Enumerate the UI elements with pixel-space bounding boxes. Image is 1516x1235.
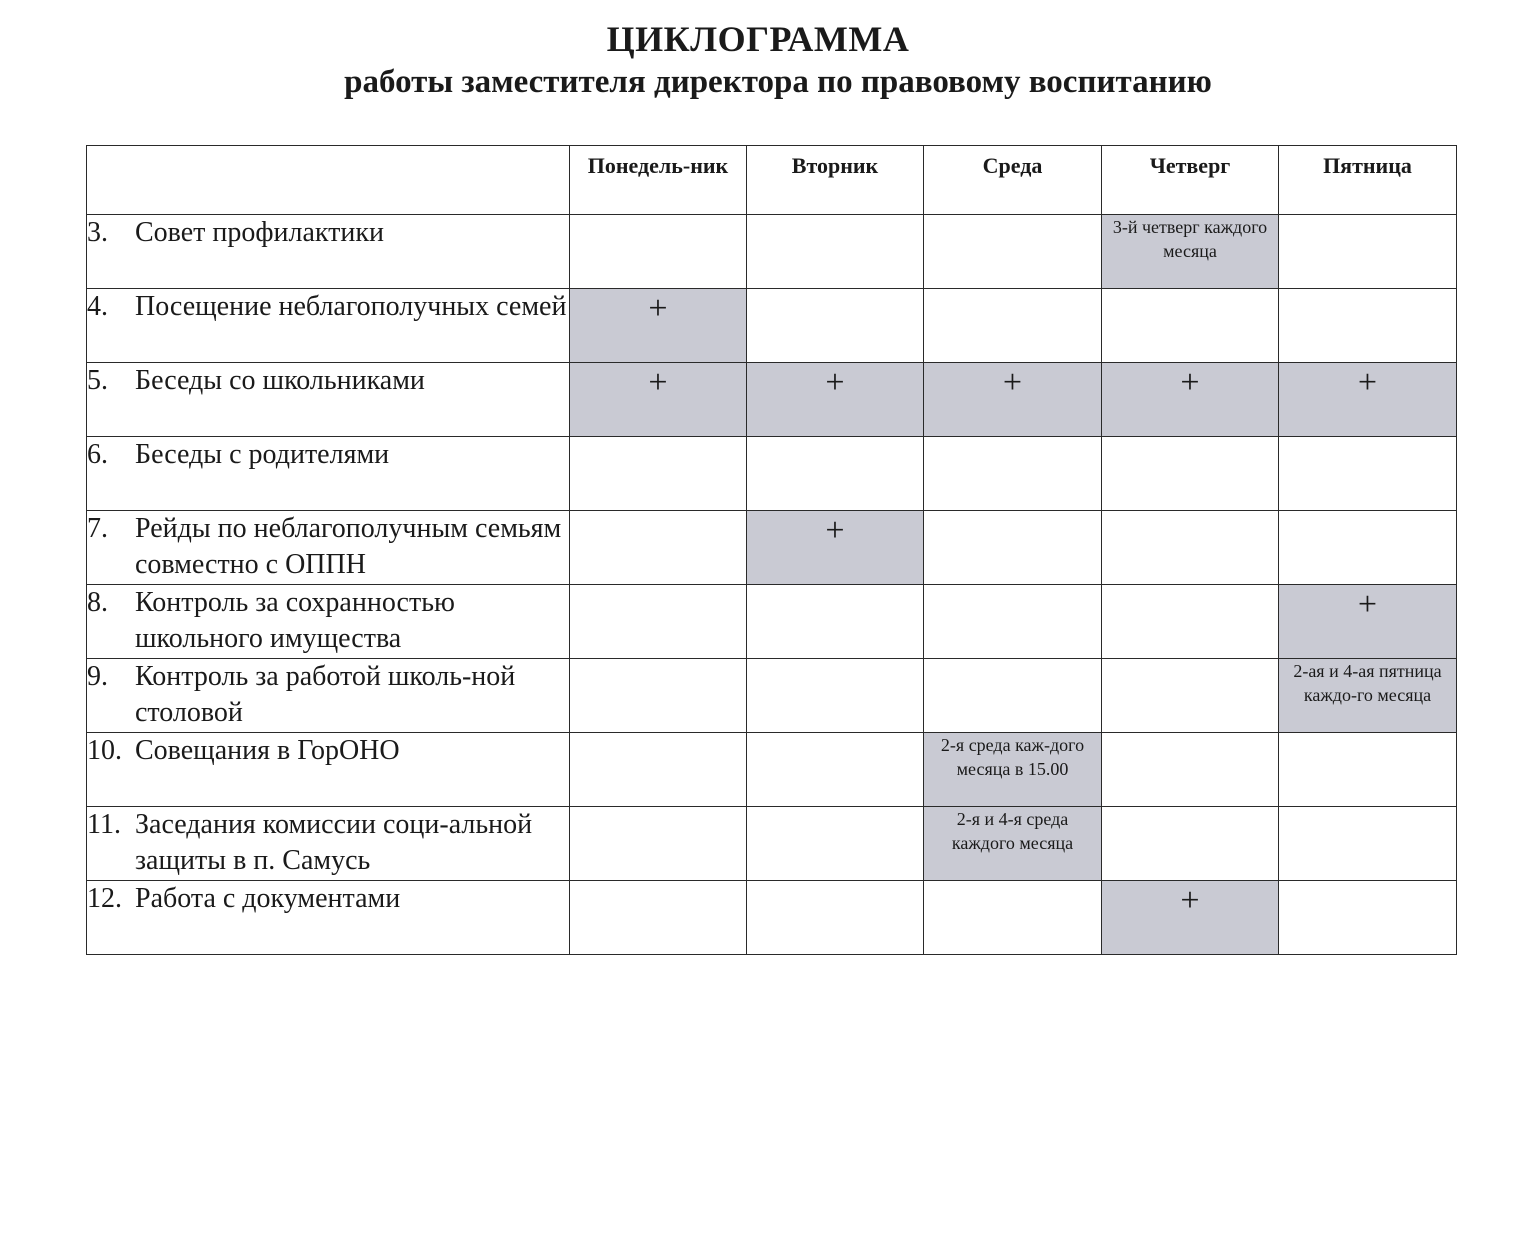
task-label: Совет профилактики — [135, 217, 384, 248]
schedule-cell-wednesday — [924, 585, 1102, 659]
schedule-cell-tuesday — [747, 363, 924, 437]
schedule-cell-tuesday — [747, 733, 924, 807]
table-row — [87, 289, 1457, 363]
schedule-cell-wednesday — [924, 881, 1102, 955]
column-header-monday: Понедель-ник — [570, 146, 747, 215]
task-label: Беседы со школьниками — [135, 365, 425, 396]
schedule-cell-thursday — [1102, 659, 1279, 733]
table-row — [87, 659, 1457, 733]
schedule-cell-thursday — [1102, 585, 1279, 659]
task-number: 12. — [87, 883, 122, 914]
task-label: Заседания комиссии соци-альной защиты в п. Самусь — [135, 809, 533, 876]
task-label: Контроль за сохранностью школьного имущества — [135, 587, 455, 654]
table-header-row — [87, 146, 1457, 215]
schedule-cell-monday — [570, 733, 747, 807]
task-number: 4. — [87, 291, 108, 322]
task-cell — [87, 807, 570, 881]
task-label: Беседы с родителями — [135, 439, 390, 470]
schedule-cell-tuesday — [747, 511, 924, 585]
table-row — [87, 585, 1457, 659]
task-cell — [87, 659, 570, 733]
task-number: 7. — [87, 513, 108, 544]
task-label: Совещания в ГорОНО — [135, 735, 400, 766]
task-cell — [87, 881, 570, 955]
schedule-cell-friday — [1279, 215, 1457, 289]
schedule-cell-friday — [1279, 437, 1457, 511]
task-number: 8. — [87, 587, 108, 618]
task-number: 9. — [87, 661, 108, 692]
table-row — [87, 363, 1457, 437]
schedule-cell-tuesday — [747, 585, 924, 659]
task-label: Работа с документами — [135, 883, 401, 914]
schedule-cell-tuesday — [747, 289, 924, 363]
plus-mark: + — [825, 364, 845, 401]
table-body — [87, 215, 1457, 955]
task-number: 5. — [87, 365, 108, 396]
task-label: Посещение неблагополучных семей — [135, 291, 567, 322]
table-row — [87, 511, 1457, 585]
schedule-cell-friday — [1279, 733, 1457, 807]
plus-mark: + — [1002, 364, 1023, 401]
schedule-cell-monday — [570, 881, 747, 955]
schedule-cell-wednesday — [924, 659, 1102, 733]
schedule-cell-monday — [570, 511, 747, 585]
column-header-friday: Пятница — [1279, 146, 1457, 215]
table-row — [87, 215, 1457, 289]
plus-mark: + — [1357, 586, 1378, 623]
schedule-cell-monday — [570, 363, 747, 437]
task-label: Рейды по неблагополучным семьям совместно с ОППН — [135, 513, 562, 580]
task-number: 10. — [87, 735, 122, 766]
schedule-cell-thursday — [1102, 215, 1279, 289]
schedule-cell-friday — [1279, 807, 1457, 881]
task-cell — [87, 511, 570, 585]
schedule-cell-monday — [570, 437, 747, 511]
schedule-cell-friday — [1279, 585, 1457, 659]
column-header-tuesday: Вторник — [747, 146, 924, 215]
plus-mark: + — [825, 512, 845, 549]
column-header-task — [87, 146, 570, 215]
schedule-cell-thursday — [1102, 881, 1279, 955]
task-cell — [87, 733, 570, 807]
schedule-cell-wednesday — [924, 511, 1102, 585]
schedule-cell-monday — [570, 807, 747, 881]
task-cell — [87, 437, 570, 511]
table-row — [87, 437, 1457, 511]
schedule-cell-friday — [1279, 881, 1457, 955]
plus-mark: + — [1180, 364, 1200, 401]
schedule-cell-monday — [570, 585, 747, 659]
task-cell — [87, 215, 570, 289]
column-header-thursday: Четверг — [1102, 146, 1279, 215]
schedule-note: 3-й четверг каждого месяца — [1112, 217, 1268, 261]
task-number: 11. — [87, 809, 121, 840]
page-subtitle: работы заместителя директора по правовому воспитанию — [344, 64, 1212, 100]
column-header-wednesday: Среда — [924, 146, 1102, 215]
schedule-cell-thursday — [1102, 511, 1279, 585]
plus-mark: + — [1180, 882, 1200, 919]
task-number: 3. — [87, 217, 108, 248]
schedule-cell-friday — [1279, 511, 1457, 585]
table-row — [87, 881, 1457, 955]
table-row — [87, 733, 1457, 807]
schedule-cell-friday — [1279, 659, 1457, 733]
schedule-cell-wednesday — [924, 807, 1102, 881]
schedule-cell-wednesday — [924, 733, 1102, 807]
plus-mark: + — [648, 290, 668, 327]
task-label: Контроль за работой школь-ной столовой — [135, 661, 516, 728]
schedule-cell-wednesday — [924, 363, 1102, 437]
task-cell — [87, 585, 570, 659]
schedule-note: 2-я среда каж-дого месяца в 15.00 — [940, 735, 1085, 779]
schedule-cell-thursday — [1102, 733, 1279, 807]
task-cell — [87, 289, 570, 363]
schedule-cell-thursday — [1102, 289, 1279, 363]
schedule-cell-wednesday — [924, 289, 1102, 363]
schedule-cell-tuesday — [747, 215, 924, 289]
schedule-cell-friday — [1279, 363, 1457, 437]
table-row — [87, 807, 1457, 881]
schedule-cell-thursday — [1102, 437, 1279, 511]
schedule-cell-tuesday — [747, 437, 924, 511]
schedule-cell-tuesday — [747, 659, 924, 733]
schedule-cell-monday — [570, 215, 747, 289]
page-title: ЦИКЛОГРАММА — [606, 19, 910, 59]
schedule-cell-thursday — [1102, 363, 1279, 437]
plus-mark: + — [1357, 364, 1378, 401]
schedule-cell-monday — [570, 659, 747, 733]
schedule-note: 2-я и 4-я среда каждого месяца — [951, 809, 1074, 853]
schedule-cell-wednesday — [924, 215, 1102, 289]
schedule-note: 2-ая и 4-ая пятница каждо-го месяца — [1293, 661, 1442, 705]
schedule-cell-monday — [570, 289, 747, 363]
schedule-cell-tuesday — [747, 807, 924, 881]
schedule-table — [86, 145, 1457, 955]
schedule-cell-tuesday — [747, 881, 924, 955]
schedule-cell-thursday — [1102, 807, 1279, 881]
schedule-cell-friday — [1279, 289, 1457, 363]
task-number: 6. — [87, 439, 108, 470]
plus-mark: + — [648, 364, 668, 401]
schedule-cell-wednesday — [924, 437, 1102, 511]
task-cell — [87, 363, 570, 437]
